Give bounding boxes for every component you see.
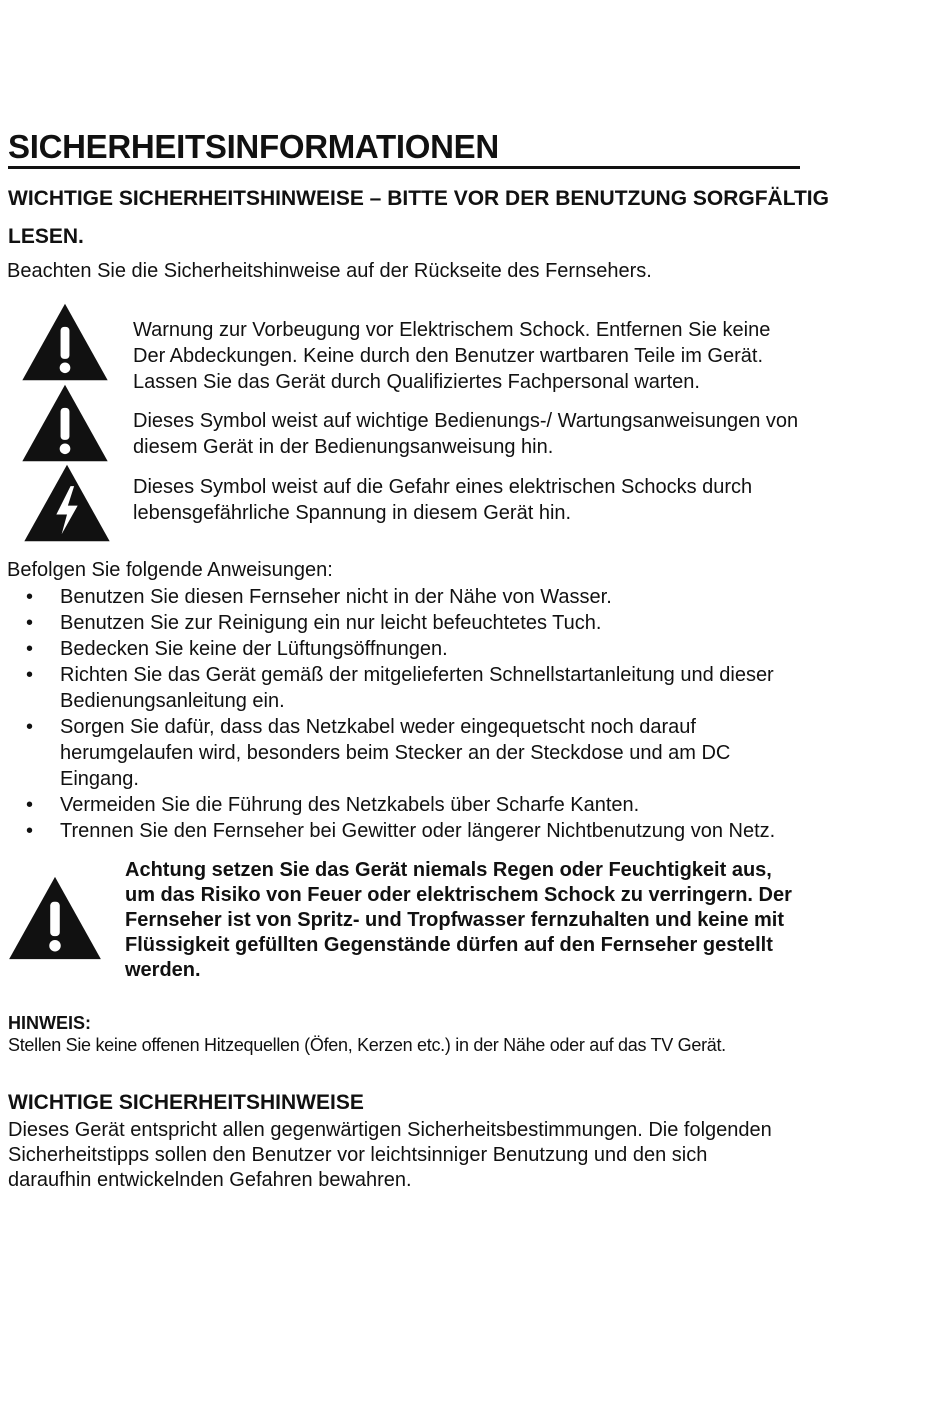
text-line: Trennen Sie den Fernseher bei Gewitter oder längerer Nichtbenutzung von Netz. <box>60 820 776 842</box>
text-line: Flüssigkeit gefüllten Gegenstände dürfen auf den Fernseher gestellt <box>125 934 773 956</box>
text-line: Benutzen Sie zur Reinigung ein nur leicht befeuchtetes Tuch. <box>60 612 602 634</box>
text-line: um das Risiko von Feuer oder elektrischem Schock zu verringern. Der <box>125 884 792 906</box>
text-line: Fernseher ist von Spritz- und Tropfwasser fernzuhalten und keine mit <box>125 909 784 931</box>
list-item <box>0 662 900 714</box>
bullet: • <box>26 664 34 686</box>
lightning-bolt-warning-icon <box>22 463 112 543</box>
list-item <box>0 636 900 662</box>
text-line: Eingang. <box>60 768 139 790</box>
warning-exclamation-icon <box>6 875 104 961</box>
text-line: lebensgefährliche Spannung in diesem Gerät hin. <box>133 502 572 524</box>
note-text: Stellen Sie keine offenen Hitzequellen (Öfen, Kerzen etc.) in der Nähe oder auf das TV Gerät. <box>8 1035 726 1055</box>
text-line: Lassen Sie das Gerät durch Qualifiziertes Fachpersonal warten. <box>133 371 700 393</box>
subtitle <box>8 180 908 256</box>
text-line: Achtung setzen Sie das Gerät niemals Regen oder Feuchtigkeit aus, <box>125 859 772 881</box>
list-item <box>0 584 900 610</box>
bullet: • <box>26 612 34 634</box>
text-line: Sorgen Sie dafür, dass das Netzkabel weder eingequetscht noch darauf <box>60 716 696 738</box>
text-line: Benutzen Sie diesen Fernseher nicht in der Nähe von Wasser. <box>60 586 612 608</box>
list-item <box>0 818 900 844</box>
text-line: herumgelaufen wird, besonders beim Stecker an der Steckdose und am DC <box>60 742 731 764</box>
text-line: Dieses Symbol weist auf wichtige Bedienungs-/ Wartungsanweisungen von <box>133 410 799 432</box>
note-heading: HINWEIS: <box>8 1013 91 1033</box>
list-item <box>0 714 900 792</box>
text-line: Dieses Gerät entspricht allen gegenwärtigen Sicherheitsbestimmungen. Die folgenden <box>8 1119 772 1141</box>
section-text <box>8 1118 888 1193</box>
text-line: Bedecken Sie keine der Lüftungsöffnungen. <box>60 638 448 660</box>
bullet: • <box>26 820 34 842</box>
caution-text <box>125 858 915 983</box>
page-title: SICHERHEITSINFORMATIONEN <box>8 128 800 169</box>
text-line: Bedienungsanleitung ein. <box>60 690 285 712</box>
instructions-intro: Befolgen Sie folgende Anweisungen: <box>7 559 333 581</box>
intro-text: Beachten Sie die Sicherheitshinweise auf der Rückseite des Fernsehers. <box>7 260 652 282</box>
text-line: Richten Sie das Gerät gemäß der mitgelieferten Schnellstartanleitung und dieser <box>60 664 774 686</box>
warning-exclamation-icon <box>20 302 110 382</box>
subtitle-line: WICHTIGE SICHERHEITSHINWEISE – BITTE VOR DER BENUTZUNG SORGFÄLTIG <box>8 187 829 210</box>
list-item <box>0 610 900 636</box>
bullet: • <box>26 716 34 738</box>
instructions-list <box>0 584 900 844</box>
warning-text-voltage <box>133 474 923 526</box>
text-line: Vermeiden Sie die Führung des Netzkabels über Scharfe Kanten. <box>60 794 640 816</box>
bullet: • <box>26 638 34 660</box>
text-line: daraufhin entwickelnden Gefahren bewahren. <box>8 1169 412 1191</box>
text-line: Dieses Symbol weist auf die Gefahr eines elektrischen Schocks durch <box>133 476 753 498</box>
text-line: werden. <box>125 959 201 981</box>
subtitle-line: LESEN. <box>8 225 84 248</box>
bullet: • <box>26 586 34 608</box>
text-line: diesem Gerät in der Bedienungsanweisung hin. <box>133 436 554 458</box>
warning-text-instructions <box>133 408 923 460</box>
bullet: • <box>26 794 34 816</box>
section-heading: WICHTIGE SICHERHEITSHINWEISE <box>8 1091 364 1114</box>
text-line: Der Abdeckungen. Keine durch den Benutzer wartbaren Teile im Gerät. <box>133 345 763 367</box>
text-line: Sicherheitstipps sollen den Benutzer vor leichtsinniger Benutzung und den sich <box>8 1144 708 1166</box>
list-item <box>0 792 900 818</box>
warning-text-electric-shock <box>133 317 923 395</box>
text-line: Warnung zur Vorbeugung vor Elektrischem Schock. Entfernen Sie keine <box>133 319 771 341</box>
warning-exclamation-icon <box>20 383 110 463</box>
